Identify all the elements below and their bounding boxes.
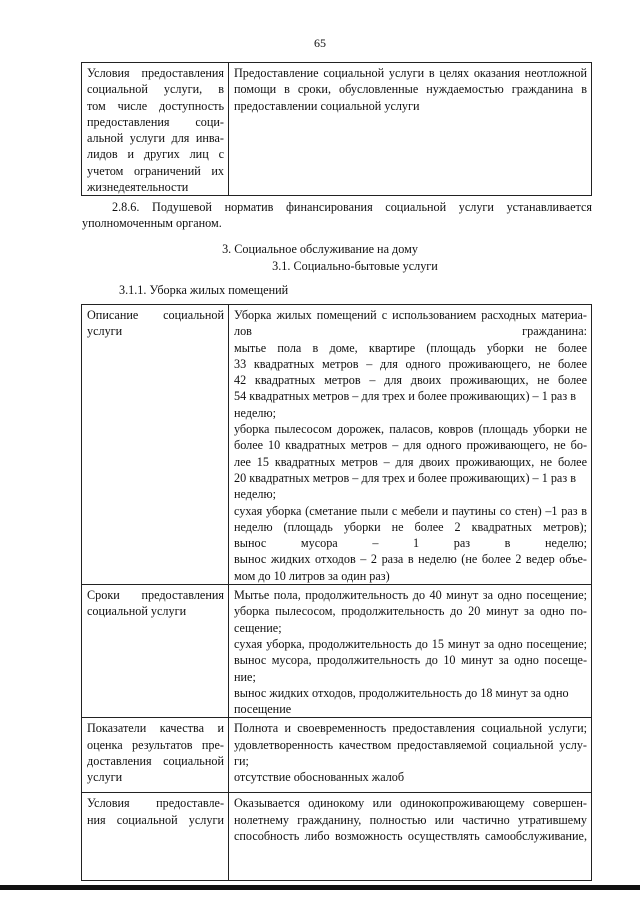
- value-line: вынос жидких отходов, продолжительность до 18 минут за одно: [234, 685, 569, 700]
- value-line: нолетнему гражданину, полностью или частично утратившему: [234, 812, 587, 827]
- value-line: неделю;: [234, 487, 276, 502]
- table-row: [82, 305, 592, 585]
- value-line: предоставлении социальной услуги: [234, 98, 420, 113]
- table-row: [82, 718, 592, 793]
- value-line: вынос мусора, продолжительность до 10 минут за одно посеще-: [234, 653, 587, 668]
- value-line: Мытье пола, продолжительность до 40 минут за одно посещение;: [234, 588, 587, 603]
- value-line: Предоставление социальной услуги в целях оказания неотложной: [234, 66, 587, 80]
- value-line: способность либо возможность осуществлять самообслуживание,: [234, 829, 587, 844]
- value-line: неделю (площадь уборки не более 2 квадратных метров);: [234, 519, 587, 534]
- value-line: сухая уборка (сметание пыли с мебели и паутины со стен) –1 раз в: [234, 503, 587, 518]
- value-line: вынос мусора – 1 раз в неделю;: [234, 536, 587, 551]
- label-line: Описание социальной: [87, 308, 224, 322]
- row-value: [229, 585, 592, 718]
- label-line: оценка результатов пре-: [87, 737, 224, 752]
- value-line: Оказывается одинокому или одинокопроживающему совершен-: [234, 796, 587, 811]
- value-line: 54 квадратных метров – для трех и более проживающих) – 1 раз в: [234, 389, 576, 404]
- value-line: Уборка жилых помещений с использованием расходных материа-: [234, 308, 587, 322]
- value-line: 20 квадратных метров – для трех и более проживающих) – 1 раз в: [234, 470, 576, 485]
- table-row: [82, 793, 592, 881]
- label-line: альной услуги для инва-: [87, 131, 224, 146]
- value-line: отсутствие обоснованных жалоб: [234, 770, 405, 785]
- row-value: [229, 718, 592, 793]
- value-line: сухая уборка, продолжительность до 15 минут за одно посещение;: [234, 636, 587, 651]
- section-heading: 3. Социальное обслуживание на дому: [222, 242, 418, 256]
- label-line: Показатели качества и: [87, 721, 224, 736]
- label-line: Сроки предоставления: [87, 588, 224, 603]
- row-value: [229, 305, 592, 585]
- row-value: [229, 63, 592, 196]
- value-line: уборка пылесосом дорожек, паласов, ковров (площадь уборки не: [234, 422, 587, 437]
- value-line: удовлетворенность качеством предоставляемой социальной услу-: [234, 737, 587, 752]
- label-line: Условия предоставления: [87, 66, 224, 80]
- label-line: предоставления соци-: [87, 114, 224, 129]
- label-line: жизнедеятельности: [87, 180, 189, 195]
- value-line: лее 15 квадратных метров – для двоих проживающих, не более: [234, 454, 587, 469]
- row-label: [82, 793, 229, 881]
- item-heading: 3.1.1. Уборка жилых помещений: [119, 283, 289, 297]
- table-row: [82, 63, 592, 196]
- value-line: Полнота и своевременность предоставления социальной услуги;: [234, 721, 587, 736]
- label-line: социальной услуги: [87, 604, 187, 619]
- value-line: мом до 10 литров за один раз): [234, 568, 390, 583]
- label-line: социальной услуги, в: [87, 82, 224, 97]
- row-label: [82, 63, 229, 196]
- label-line: услуги: [87, 324, 123, 339]
- conditions-table: [81, 62, 592, 196]
- row-value: [229, 793, 592, 881]
- label-line: том числе доступность: [87, 98, 224, 113]
- value-line: помощи в сроки, обусловленные нуждаемостью гражданина в: [234, 82, 587, 97]
- row-label: [82, 585, 229, 718]
- page-number: 65: [314, 36, 326, 50]
- value-line: уборка пылесосом, продолжительность до 20 минут за одно по-: [234, 604, 587, 619]
- subsection-heading: 3.1. Социально-бытовые услуги: [272, 259, 438, 273]
- value-line: ние;: [234, 669, 256, 684]
- value-line: более 10 квадратных метров – для одного проживающего, не бо-: [234, 438, 587, 453]
- service-table: [81, 304, 592, 881]
- paragraph-2-8-6: 2.8.6. Подушевой норматив финансирования социальной услуги устанавливается уполномоченным органом.: [82, 200, 592, 231]
- value-line: лов гражданина:: [234, 324, 587, 339]
- value-line: 33 квадратных метров – для одного проживающего, не более: [234, 356, 587, 371]
- bottom-rule: [0, 885, 640, 890]
- label-line: лидов и других лиц с: [87, 147, 224, 162]
- value-line: мытье пола в доме, квартире (площадь уборки не более: [234, 340, 587, 355]
- label-line: ния социальной услуги: [87, 812, 224, 827]
- value-line: вынос жидких отходов – 2 раза в неделю (не более 2 ведер объе-: [234, 552, 587, 567]
- value-line: 42 квадратных метров – для двоих проживающих, не более: [234, 373, 587, 388]
- table-row: [82, 585, 592, 718]
- label-line: учетом ограничений их: [87, 163, 224, 178]
- value-line: ги;: [234, 754, 249, 769]
- value-line: неделю;: [234, 405, 276, 420]
- value-line: сещение;: [234, 620, 282, 635]
- label-line: Условия предоставле-: [87, 796, 224, 811]
- label-line: доставления социальной: [87, 754, 224, 769]
- row-label: [82, 718, 229, 793]
- label-line: услуги: [87, 770, 123, 785]
- row-label: [82, 305, 229, 585]
- value-line: посещение: [234, 702, 292, 717]
